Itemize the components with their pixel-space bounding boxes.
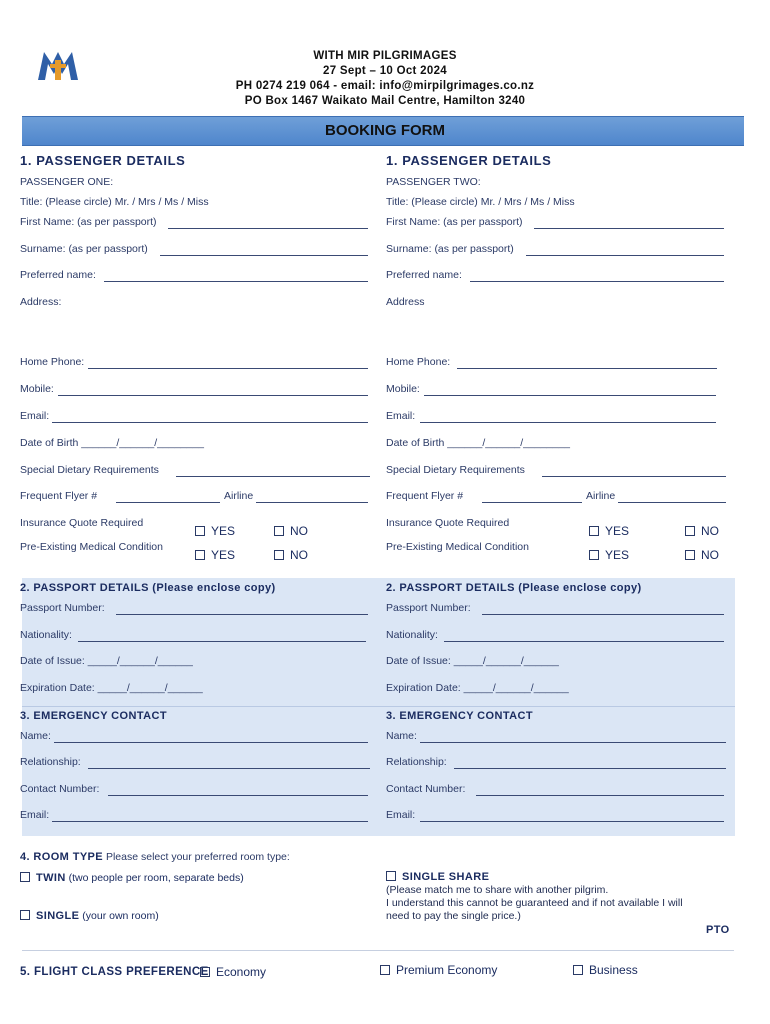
contact-label-right: Contact Number: xyxy=(386,783,466,795)
premium-economy-option[interactable]: Premium Economy xyxy=(380,963,497,977)
room-type-instruction: Please select your preferred room type: xyxy=(105,851,290,863)
header-address: PO Box 1467 Waikato Mail Centre, Hamilton 3240 xyxy=(244,95,526,107)
insurance-no-right[interactable]: NO xyxy=(685,524,719,538)
preferred-field-left[interactable] xyxy=(104,281,368,282)
dietary-label-left: Special Dietary Requirements xyxy=(20,464,159,476)
bottom-divider xyxy=(22,950,734,951)
flyer-label-right: Frequent Flyer # xyxy=(386,490,464,502)
preferred-label-left: Preferred name: xyxy=(20,269,96,281)
single-share-note: (Please match me to share with another pilgrim. I understand this cannot be guaranteed and if not available I will need to pay the single price.) xyxy=(386,884,683,922)
ec-email-field-left[interactable] xyxy=(52,821,368,822)
issue-date-left[interactable]: Date of Issue: _____/______/______ xyxy=(20,655,193,667)
home-phone-label-right: Home Phone: xyxy=(386,356,451,368)
ec-email-field-right[interactable] xyxy=(420,821,724,822)
panel-divider xyxy=(22,706,735,707)
nationality-label-right: Nationality: xyxy=(386,629,438,641)
passport-emergency-panel xyxy=(22,578,735,836)
section1-title-left: 1. PASSENGER DETAILS xyxy=(20,153,186,168)
section3-title-left: 3. EMERGENCY CONTACT xyxy=(20,710,167,722)
email-field-left[interactable] xyxy=(52,422,368,423)
checkbox-icon xyxy=(20,910,30,920)
section1-title-right: 1. PASSENGER DETAILS xyxy=(386,153,552,168)
mobile-field-right[interactable] xyxy=(424,395,716,396)
section2-title-left: 2. PASSPORT DETAILS (Please enclose copy) xyxy=(20,582,276,594)
expiry-date-left[interactable]: Expiration Date: _____/______/______ xyxy=(20,682,203,694)
nationality-label-left: Nationality: xyxy=(20,629,72,641)
room-type-heading xyxy=(20,851,290,863)
address-label-right[interactable]: Address xyxy=(386,296,425,308)
checkbox-icon xyxy=(589,550,599,560)
insurance-label-right: Insurance Quote Required xyxy=(386,517,510,529)
flyer-field-right[interactable] xyxy=(482,502,582,503)
insurance-no-left[interactable]: NO xyxy=(274,524,308,538)
business-option[interactable]: Business xyxy=(573,963,638,977)
relationship-field-right[interactable] xyxy=(454,768,726,769)
surname-field-right[interactable] xyxy=(526,255,724,256)
checkbox-icon xyxy=(200,967,210,977)
checkbox-icon xyxy=(685,526,695,536)
address-label-left[interactable]: Address: xyxy=(20,296,62,308)
section3-title-right: 3. EMERGENCY CONTACT xyxy=(386,710,533,722)
pto-label: PTO xyxy=(706,924,730,936)
mobile-label-right: Mobile: xyxy=(386,383,420,395)
header-contact: PH 0274 219 064 - email: info@mirpilgrimages.co.nz xyxy=(235,80,535,92)
passport-label-right: Passport Number: xyxy=(386,602,471,614)
issue-date-right[interactable]: Date of Issue: _____/______/______ xyxy=(386,655,559,667)
checkbox-icon xyxy=(589,526,599,536)
flyer-label-left: Frequent Flyer # xyxy=(20,490,98,502)
first-name-label-left: First Name: (as per passport) xyxy=(20,216,157,228)
dietary-field-right[interactable] xyxy=(542,476,726,477)
nationality-field-left[interactable] xyxy=(78,641,366,642)
first-name-label-right: First Name: (as per passport) xyxy=(386,216,523,228)
flight-class-title: 5. FLIGHT CLASS PREFERENCE xyxy=(20,966,209,978)
home-phone-label-left: Home Phone: xyxy=(20,356,85,368)
email-field-right[interactable] xyxy=(420,422,716,423)
relationship-label-left: Relationship: xyxy=(20,756,81,768)
economy-option[interactable]: Economy xyxy=(200,965,266,979)
relationship-label-right: Relationship: xyxy=(386,756,447,768)
medical-label-left: Pre-Existing Medical Condition xyxy=(20,541,163,553)
preferred-field-right[interactable] xyxy=(470,281,724,282)
single-share-option[interactable]: SINGLE SHARE xyxy=(386,869,489,883)
dietary-label-right: Special Dietary Requirements xyxy=(386,464,525,476)
insurance-yes-left[interactable]: YES xyxy=(195,524,235,538)
checkbox-icon xyxy=(573,965,583,975)
relationship-field-left[interactable] xyxy=(88,768,370,769)
surname-field-left[interactable] xyxy=(160,255,368,256)
medical-yes-right[interactable]: YES xyxy=(589,548,629,562)
medical-no-left[interactable]: NO xyxy=(274,548,308,562)
medical-no-right[interactable]: NO xyxy=(685,548,719,562)
medical-label-right: Pre-Existing Medical Condition xyxy=(386,541,529,553)
title-label-left[interactable]: Title: (Please circle) Mr. / Mrs / Ms / Miss xyxy=(20,196,209,208)
home-phone-field-right[interactable] xyxy=(457,368,717,369)
airline-label-right: Airline xyxy=(586,490,616,502)
passenger-one-label: PASSENGER ONE: xyxy=(20,176,114,188)
checkbox-icon xyxy=(274,526,284,536)
mobile-field-left[interactable] xyxy=(58,395,368,396)
checkbox-icon xyxy=(685,550,695,560)
airline-field-right[interactable] xyxy=(618,502,726,503)
nationality-field-right[interactable] xyxy=(444,641,724,642)
ec-name-label-right: Name: xyxy=(386,730,417,742)
mobile-label-left: Mobile: xyxy=(20,383,54,395)
checkbox-icon xyxy=(274,550,284,560)
dietary-field-left[interactable] xyxy=(176,476,370,477)
section2-title-right: 2. PASSPORT DETAILS (Please enclose copy) xyxy=(386,582,642,594)
insurance-label-left: Insurance Quote Required xyxy=(20,517,144,529)
checkbox-icon xyxy=(386,871,396,881)
airline-field-left[interactable] xyxy=(256,502,368,503)
header-dates: 27 Sept – 10 Oct 2024 xyxy=(323,65,447,77)
ec-email-label-right: Email: xyxy=(386,809,416,821)
dob-field-left[interactable]: Date of Birth ______/______/________ xyxy=(20,437,204,449)
home-phone-field-left[interactable] xyxy=(88,368,368,369)
medical-yes-left[interactable]: YES xyxy=(195,548,235,562)
form-title: BOOKING FORM xyxy=(325,122,445,139)
contact-field-right[interactable] xyxy=(476,795,724,796)
preferred-label-right: Preferred name: xyxy=(386,269,462,281)
insurance-yes-right[interactable]: YES xyxy=(589,524,629,538)
checkbox-icon xyxy=(20,872,30,882)
first-name-field-right[interactable] xyxy=(534,228,724,229)
expiry-date-right[interactable]: Expiration Date: _____/______/______ xyxy=(386,682,569,694)
surname-label-right: Surname: (as per passport) xyxy=(386,243,514,255)
contact-label-left: Contact Number: xyxy=(20,783,100,795)
checkbox-icon xyxy=(195,550,205,560)
checkbox-icon xyxy=(195,526,205,536)
ec-name-label-left: Name: xyxy=(20,730,51,742)
passenger-two-label: PASSENGER TWO: xyxy=(386,176,481,188)
airline-label-left: Airline xyxy=(224,490,254,502)
contact-field-left[interactable] xyxy=(108,795,368,796)
passport-field-left[interactable] xyxy=(116,614,368,615)
title-label-right[interactable]: Title: (Please circle) Mr. / Mrs / Ms / Miss xyxy=(386,196,575,208)
flyer-field-left[interactable] xyxy=(116,502,220,503)
passport-field-right[interactable] xyxy=(482,614,724,615)
passport-label-left: Passport Number: xyxy=(20,602,105,614)
dob-field-right[interactable]: Date of Birth ______/______/________ xyxy=(386,437,570,449)
ec-name-field-left[interactable] xyxy=(54,742,368,743)
single-option[interactable]: SINGLE (your own room) xyxy=(20,910,159,922)
checkbox-icon xyxy=(380,965,390,975)
ec-name-field-right[interactable] xyxy=(420,742,726,743)
twin-option[interactable]: TWIN (two people per room, separate beds) xyxy=(20,872,244,884)
ec-email-label-left: Email: xyxy=(20,809,50,821)
email-label-left: Email: xyxy=(20,410,50,422)
first-name-field-left[interactable] xyxy=(168,228,368,229)
email-label-right: Email: xyxy=(386,410,416,422)
surname-label-left: Surname: (as per passport) xyxy=(20,243,148,255)
header-line-1: WITH MIR PILGRIMAGES xyxy=(313,50,457,62)
room-type-title: 4. ROOM TYPE xyxy=(20,851,104,863)
